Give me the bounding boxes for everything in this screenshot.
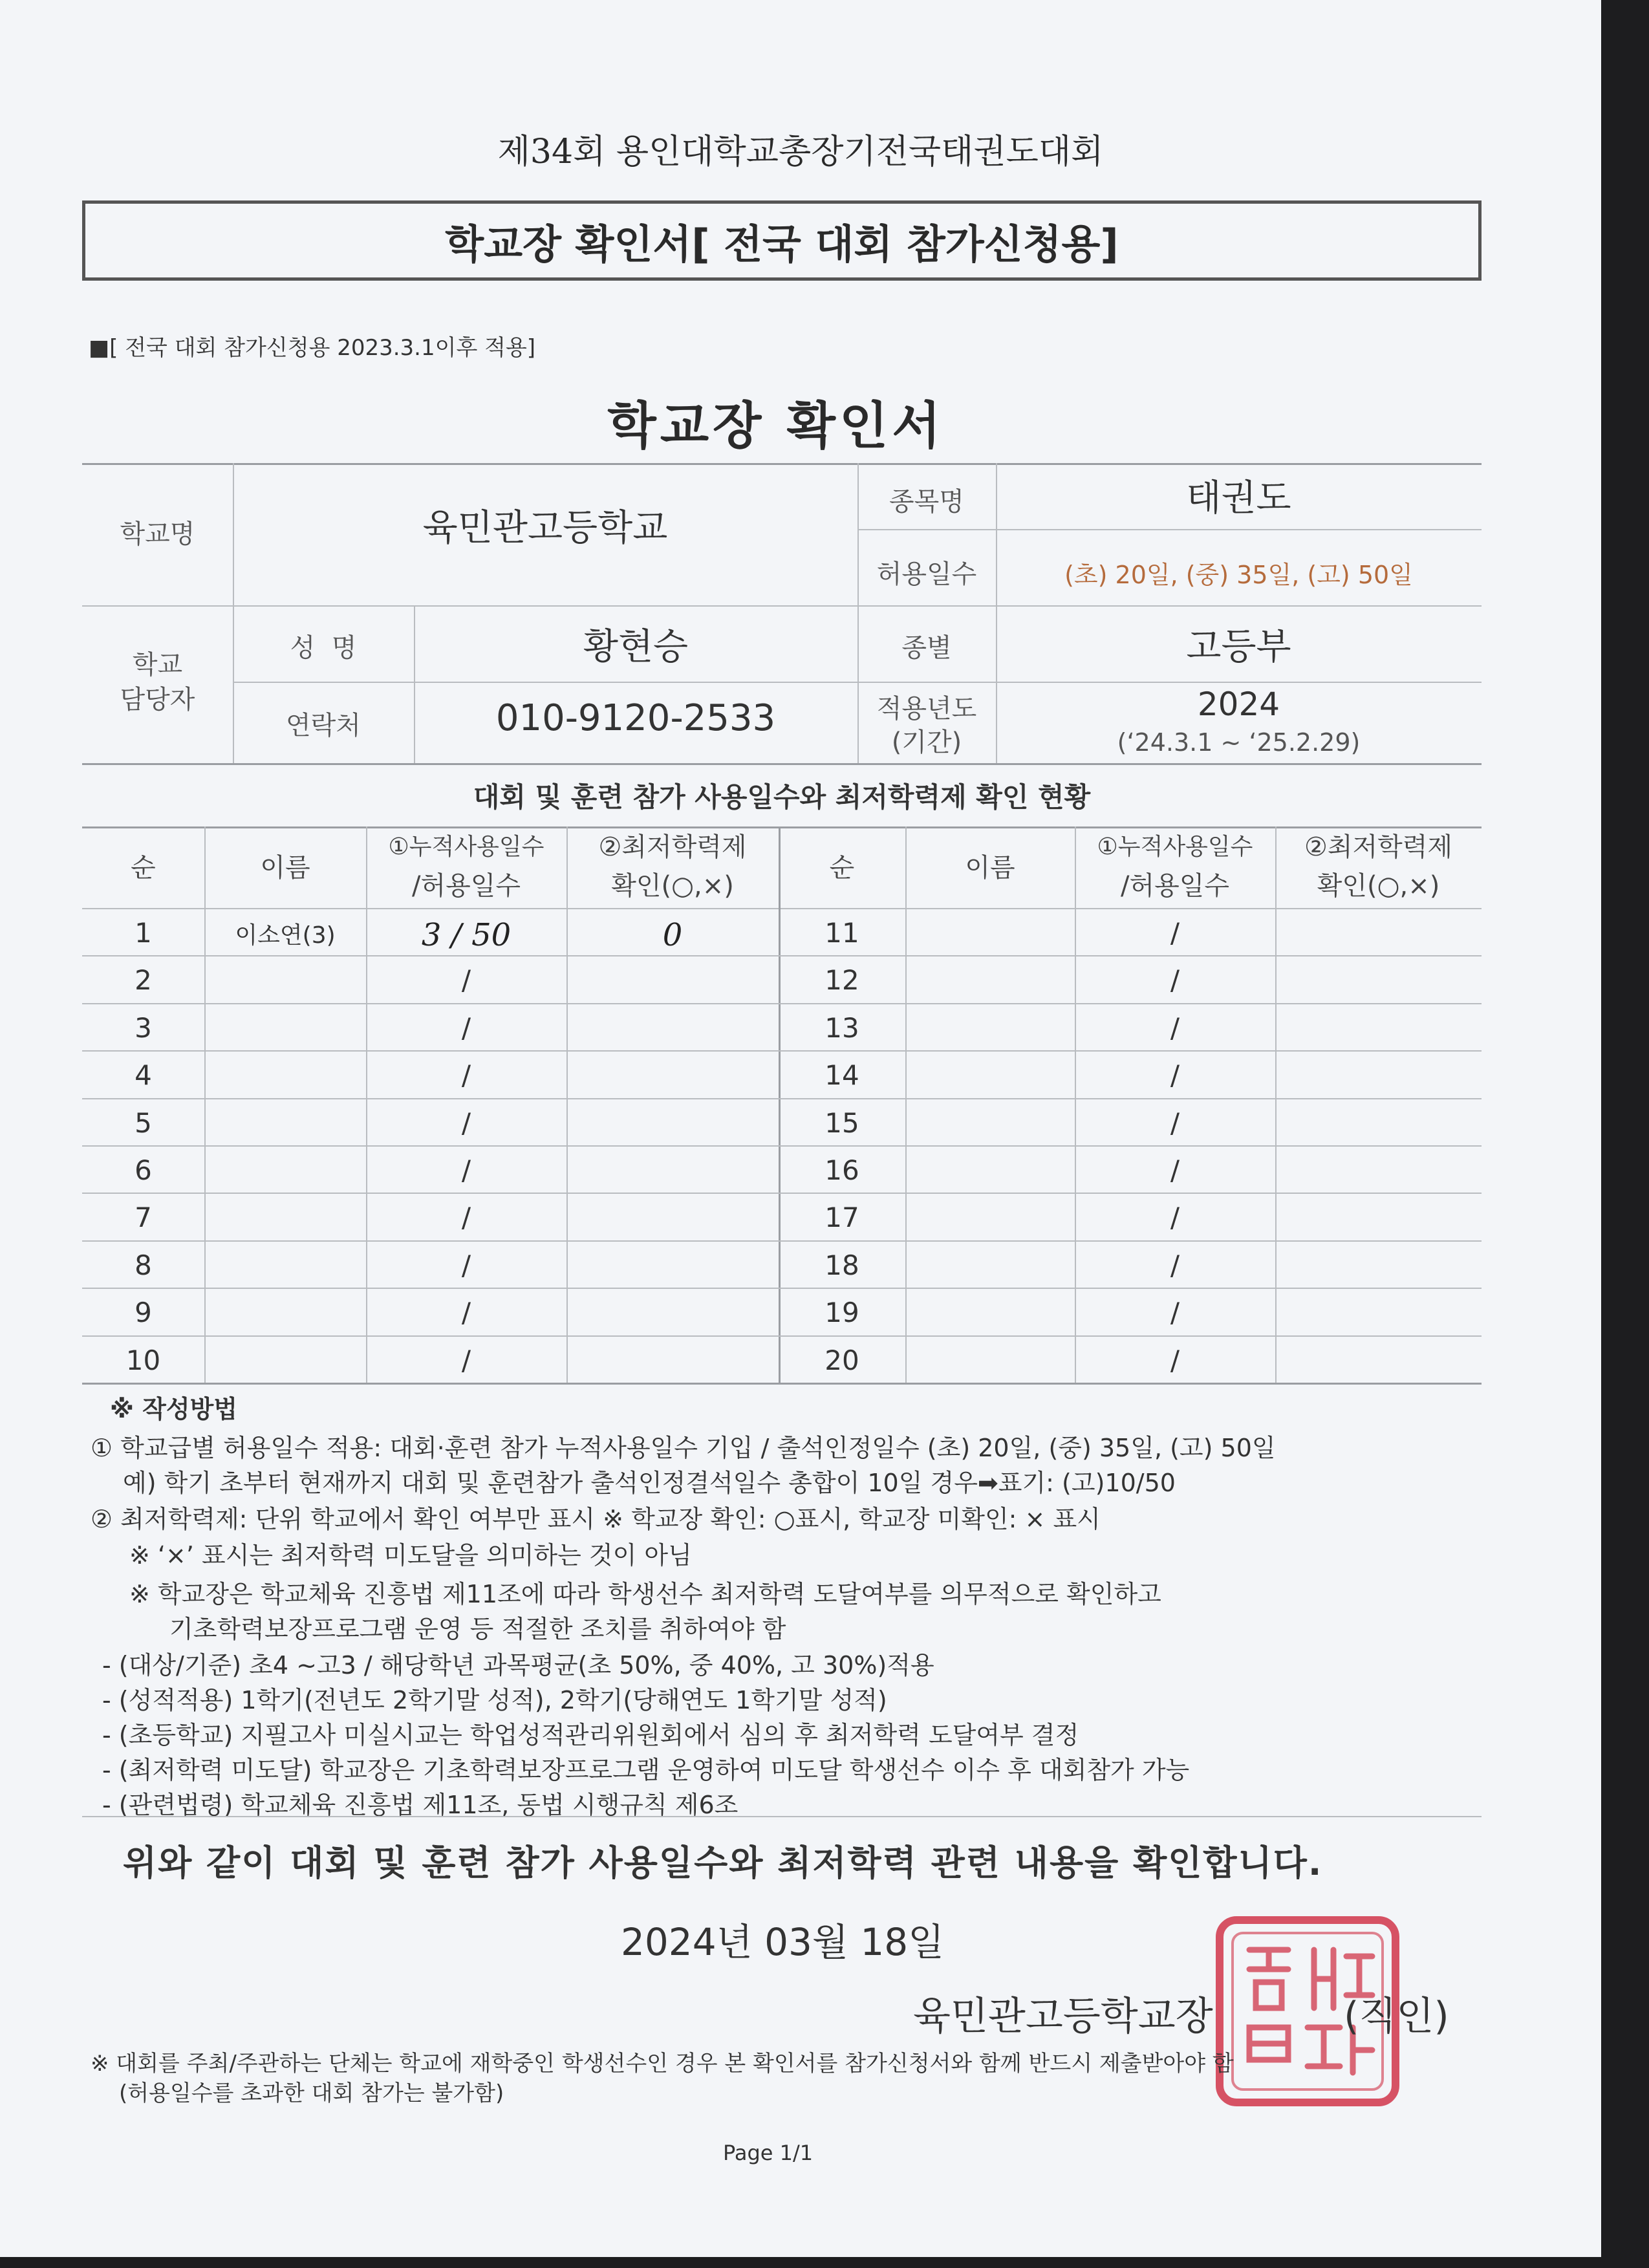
page-number: Page 1/1 <box>723 2141 814 2165</box>
col-header-name: 이름 <box>260 853 310 883</box>
guide-example: 예) 학기 초부터 현재까지 대회 및 훈련참가 출석인정결석일수 총합이 10일 경우➡표기: (고)10/50 <box>123 1469 1176 1497</box>
status-row-5-no: 5 <box>135 1107 152 1139</box>
status-row-15-days: / <box>1170 1107 1180 1139</box>
guide-item-2: ② 최저학력제: 단위 학교에서 확인 여부만 표시 ※ 학교장 확인: ○표시, 학교장 미확인: × 표시 <box>91 1505 1101 1533</box>
status-row-11-no: 11 <box>824 917 859 949</box>
status-row-16-days: / <box>1170 1154 1180 1186</box>
principal-title: 육민관고등학교장 <box>913 1994 1213 2039</box>
division-label: 종별 <box>901 633 952 663</box>
col-header-days-line2: /허용일수 <box>411 871 521 901</box>
allowed-days-label: 허용일수 <box>876 559 977 589</box>
status-row-12-no: 12 <box>824 964 859 996</box>
manager-name-label: 성 명 <box>290 633 357 663</box>
status-row-13-no: 13 <box>824 1012 859 1044</box>
status-row-14-days: / <box>1170 1059 1180 1091</box>
scan-edge-bottom <box>0 2257 1649 2268</box>
status-row-3-days: / <box>461 1012 471 1044</box>
document-title-box: 학교장 확인서[ 전국 대회 참가신청용] <box>82 200 1482 281</box>
col-header-no-right: 순 <box>829 853 855 883</box>
scan-edge-right <box>1601 0 1649 2268</box>
guide-heading: ※ 작성방법 <box>110 1395 238 1423</box>
status-row-9-no: 9 <box>135 1297 152 1328</box>
phone-label: 연락처 <box>286 711 361 740</box>
footer-note-line1: ※ 대회를 주최/주관하는 단체는 학교에 재학중인 학생선수인 경우 본 확인서를 참가신청서와 함께 반드시 제출받아야 함 <box>91 2051 1234 2077</box>
guide-laws: - (관련법령) 학교체육 진흥법 제11조, 동법 시행규칙 제6조 <box>102 1791 738 1819</box>
status-row-3-no: 3 <box>135 1012 152 1044</box>
contact-label-line2: 담당자 <box>120 685 195 715</box>
status-row-1-check: 0 <box>662 917 683 953</box>
status-row-17-days: / <box>1170 1202 1180 1233</box>
guide-note-law: ※ 학교장은 학교체육 진흥법 제11조에 따라 학생선수 최저학력 도달여부를 의무적으로 확인하고 <box>129 1580 1161 1608</box>
footer-note-line2: (허용일수를 초과한 대회 참가는 불가함) <box>119 2080 504 2106</box>
guide-target: - (대상/기준) 초4 ~고3 / 해당학년 과목평균(초 50%, 중 40%, 고 30%)적용 <box>102 1651 934 1679</box>
year-value: 2024 <box>1197 686 1280 723</box>
guide-elementary: - (초등학교) 지필고사 미실시교는 학업성적관리위원회에서 심의 후 최저학력 도달여부 결정 <box>102 1721 1079 1749</box>
status-row-5-days: / <box>461 1107 471 1139</box>
status-row-14-no: 14 <box>824 1059 859 1091</box>
status-table-title: 대회 및 훈련 참가 사용일수와 최저학력제 확인 현황 <box>473 781 1091 813</box>
confirmation-statement: 위와 같이 대회 및 훈련 참가 사용일수와 최저학력 관련 내용을 확인합니다. <box>123 1842 1323 1883</box>
status-row-1-days: 3 / 50 <box>421 917 512 953</box>
status-row-8-no: 8 <box>135 1249 152 1281</box>
status-row-13-days: / <box>1170 1012 1180 1044</box>
status-row-18-days: / <box>1170 1249 1180 1281</box>
sport-value: 태권도 <box>1186 477 1291 519</box>
status-row-17-no: 17 <box>824 1202 859 1233</box>
status-row-7-no: 7 <box>135 1202 152 1233</box>
status-row-4-no: 4 <box>135 1059 152 1091</box>
page-title: 학교장 확인서 <box>607 397 945 455</box>
period-value: (‘24.3.1 ~ ‘25.2.29) <box>1117 728 1361 757</box>
school-name-value: 육민관고등학교 <box>422 507 668 549</box>
col-header-days-right-line1: ①누적사용일수 <box>1097 834 1253 860</box>
status-row-19-no: 19 <box>824 1297 859 1328</box>
status-row-6-no: 6 <box>135 1154 152 1186</box>
status-row-9-days: / <box>461 1297 471 1328</box>
manager-name-value: 황현승 <box>583 626 689 668</box>
status-row-11-days: / <box>1170 917 1180 949</box>
guide-unmet: - (최저학력 미도달) 학교장은 기초학력보장프로그램 운영하여 미도달 학생선수 이수 후 대회참가 가능 <box>102 1756 1190 1784</box>
guide-note-law-cont: 기초학력보장프로그램 운영 등 적절한 조치를 취하여야 함 <box>169 1615 786 1643</box>
sport-label: 종목명 <box>889 487 964 517</box>
signature-date: 2024년 03월 18일 <box>621 1920 945 1964</box>
col-header-days-line1: ①누적사용일수 <box>388 834 544 860</box>
seal-placeholder: (직인) <box>1344 1994 1449 2039</box>
status-row-16-no: 16 <box>824 1154 859 1186</box>
status-row-18-no: 18 <box>824 1249 859 1281</box>
guide-item-1: ① 학교급별 허용일수 적용: 대회·훈련 참가 누적사용일수 기입 / 출석인정일수 (초) 20일, (중) 35일, (고) 50일 <box>91 1434 1276 1462</box>
status-row-10-no: 10 <box>125 1345 161 1376</box>
document-subtitle: ■[ 전국 대회 참가신청용 2023.3.1이후 적용] <box>89 335 536 361</box>
col-header-name-right: 이름 <box>965 853 1015 883</box>
col-header-days-right-line2: /허용일수 <box>1120 871 1230 901</box>
status-row-10-days: / <box>461 1345 471 1376</box>
col-header-check-right-line1: ②최저학력제 <box>1304 832 1453 862</box>
footer-note <box>91 2049 1234 2108</box>
status-row-2-days: / <box>461 964 471 996</box>
status-row-2-no: 2 <box>135 964 152 996</box>
col-header-no: 순 <box>131 853 156 883</box>
event-title: 제34회 용인대학교총장기전국태권도대회 <box>497 133 1104 171</box>
year-label-line2: (기간) <box>891 728 962 757</box>
seal-text <box>0 0 1 1</box>
status-row-1-no: 1 <box>135 917 152 949</box>
contact-label-line1: 학교 <box>132 650 183 680</box>
year-label-line1: 적용년도 <box>876 694 977 724</box>
col-header-check-line1: ②최저학력제 <box>598 832 747 862</box>
status-row-19-days: / <box>1170 1297 1180 1328</box>
guide-grades: - (성적적용) 1학기(전년도 2학기말 성적), 2학기(당해연도 1학기말 성적) <box>102 1686 887 1714</box>
status-row-1-name: 이소연(3) <box>235 922 336 949</box>
status-row-20-no: 20 <box>824 1345 859 1376</box>
allowed-days-value: (초) 20일, (중) 35일, (고) 50일 <box>1064 561 1413 589</box>
status-row-4-days: / <box>461 1059 471 1091</box>
status-row-15-no: 15 <box>824 1107 859 1139</box>
division-value: 고등부 <box>1186 626 1291 668</box>
status-row-20-days: / <box>1170 1345 1180 1376</box>
col-header-check-right-line2: 확인(○,×) <box>1317 871 1440 901</box>
col-header-check-line2: 확인(○,×) <box>611 871 734 901</box>
status-row-12-days: / <box>1170 964 1180 996</box>
school-name-label: 학교명 <box>120 519 195 549</box>
status-row-8-days: / <box>461 1249 471 1281</box>
phone-value: 010-9120-2533 <box>495 697 776 739</box>
status-row-6-days: / <box>461 1154 471 1186</box>
guide-note-x: ※ ‘×’ 표시는 최저학력 미도달을 의미하는 것이 아님 <box>129 1541 692 1570</box>
status-row-7-days: / <box>461 1202 471 1233</box>
